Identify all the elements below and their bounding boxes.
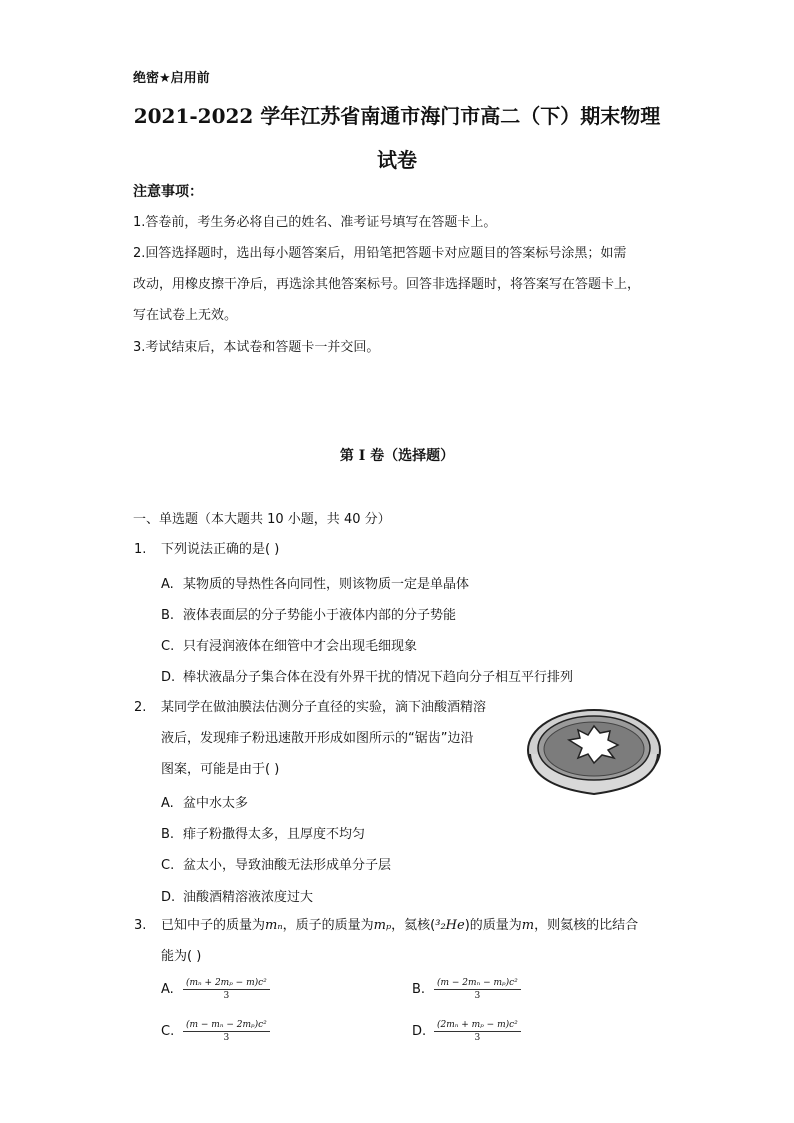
option-text: 某物质的导热性各向同性，则该物质一定是单晶体 xyxy=(183,577,470,592)
option-label: C. xyxy=(161,639,175,654)
stem-text: ，质子的质量为 xyxy=(282,918,374,933)
option-d xyxy=(161,666,573,685)
helium-mass: m xyxy=(521,918,535,933)
option-a xyxy=(161,978,270,1001)
option-text: 痱子粉撒得太多，且厚度不均匀 xyxy=(183,827,366,842)
stem-text: 已知中子的质量为 xyxy=(161,918,266,933)
part-title: 一、单选题（本大题共 10 小题，共 40 分） xyxy=(133,512,391,527)
option-c xyxy=(161,635,417,654)
formula-denominator: 3 xyxy=(474,991,481,1001)
question-number: 3. xyxy=(134,918,147,933)
confidential-tag: 绝密★启用前 xyxy=(133,71,210,86)
note-item-1: 1.答卷前，考生务必将自己的姓名、准考证号填写在答题卡上。 xyxy=(133,215,497,230)
option-c xyxy=(161,1020,270,1043)
option-label: B. xyxy=(412,982,426,997)
formula-numerator: (m − 2mₙ − mₚ)c² xyxy=(434,978,521,990)
question-stem-line1: 某同学在做油膜法估测分子直径的实验，滴下油酸酒精溶 xyxy=(161,700,487,715)
option-label: D. xyxy=(161,890,176,905)
proton-mass: mₚ xyxy=(373,918,392,933)
option-b xyxy=(161,823,365,842)
option-text: 盆太小，导致油酸无法形成单分子层 xyxy=(183,858,392,873)
formula-denominator: 3 xyxy=(223,991,230,1001)
notes-heading: 注意事项： xyxy=(133,184,203,200)
formula-denominator: 3 xyxy=(474,1033,481,1043)
option-formula xyxy=(434,1020,521,1043)
option-label: A. xyxy=(161,982,174,997)
exam-title-line2: 试卷 xyxy=(377,148,417,172)
option-label: B. xyxy=(161,608,175,623)
note-item-3: 3.考试结束后，本试卷和答题卡一并交回。 xyxy=(133,340,380,355)
formula-numerator: (2mₙ + mₚ − m)c² xyxy=(434,1020,521,1032)
helium-nucleus: ³₂He xyxy=(435,918,465,933)
question-stem-line3: 图案，可能是由于( ) xyxy=(161,762,280,777)
question-stem-line1 xyxy=(161,910,671,941)
question-stem: 下列说法正确的是( ) xyxy=(161,542,280,557)
note-item-2-line3: 写在试卷上无效。 xyxy=(133,308,238,323)
option-formula xyxy=(183,1020,270,1043)
option-formula xyxy=(434,978,521,1001)
question-stem-line2: 液后，发现痱子粉迅速散开形成如图所示的“锯齿”边沿 xyxy=(161,731,474,746)
option-label: D. xyxy=(412,1024,427,1039)
option-c xyxy=(161,854,391,873)
option-text: 盆中水太多 xyxy=(183,796,249,811)
formula-denominator: 3 xyxy=(223,1033,230,1043)
stem-text: )的质量为 xyxy=(464,918,522,933)
option-d xyxy=(412,1020,521,1043)
stem-text: ，则氦核的比结合 xyxy=(534,918,639,933)
option-d xyxy=(161,886,313,905)
option-label: C. xyxy=(161,1024,175,1039)
option-text: 油酸酒精溶液浓度过大 xyxy=(183,890,314,905)
option-label: A. xyxy=(161,577,174,592)
option-a xyxy=(161,792,248,811)
oil-film-basin-figure xyxy=(522,700,666,806)
formula-numerator: (m − mₙ − 2mₚ)c² xyxy=(183,1020,270,1032)
option-text: 液体表面层的分子势能小于液体内部的分子势能 xyxy=(183,608,457,623)
note-item-2-line1: 2.回答选择题时，选出每小题答案后，用铅笔把答题卡对应题目的答案标号涂黑；如需 xyxy=(133,246,627,261)
section-title: 第 I 卷（选择题） xyxy=(339,448,455,464)
formula-numerator: (mₙ + 2mₚ − m)c² xyxy=(183,978,270,990)
option-label: D. xyxy=(161,670,176,685)
question-number: 1. xyxy=(134,542,147,557)
option-formula xyxy=(183,978,270,1001)
option-label: A. xyxy=(161,796,174,811)
note-item-2-line2: 改动，用橡皮擦干净后，再选涂其他答案标号。回答非选择题时，将答案写在答题卡上， xyxy=(133,277,641,292)
option-label: C. xyxy=(161,858,175,873)
neutron-mass: mₙ xyxy=(265,918,283,933)
option-text: 棒状液晶分子集合体在没有外界干扰的情况下趋向分子相互平行排列 xyxy=(183,670,574,685)
question-stem-line2: 能为( ) xyxy=(161,949,202,964)
question-number: 2. xyxy=(134,700,147,715)
option-b xyxy=(161,604,456,623)
option-a xyxy=(161,573,469,592)
stem-text: ，氦核( xyxy=(391,918,436,933)
option-label: B. xyxy=(161,827,175,842)
option-text: 只有浸润液体在细管中才会出现毛细现象 xyxy=(183,639,418,654)
option-b xyxy=(412,978,521,1001)
exam-title-line1: 2021-2022 学年江苏省南通市海门市高二（下）期末物理 xyxy=(133,104,661,128)
